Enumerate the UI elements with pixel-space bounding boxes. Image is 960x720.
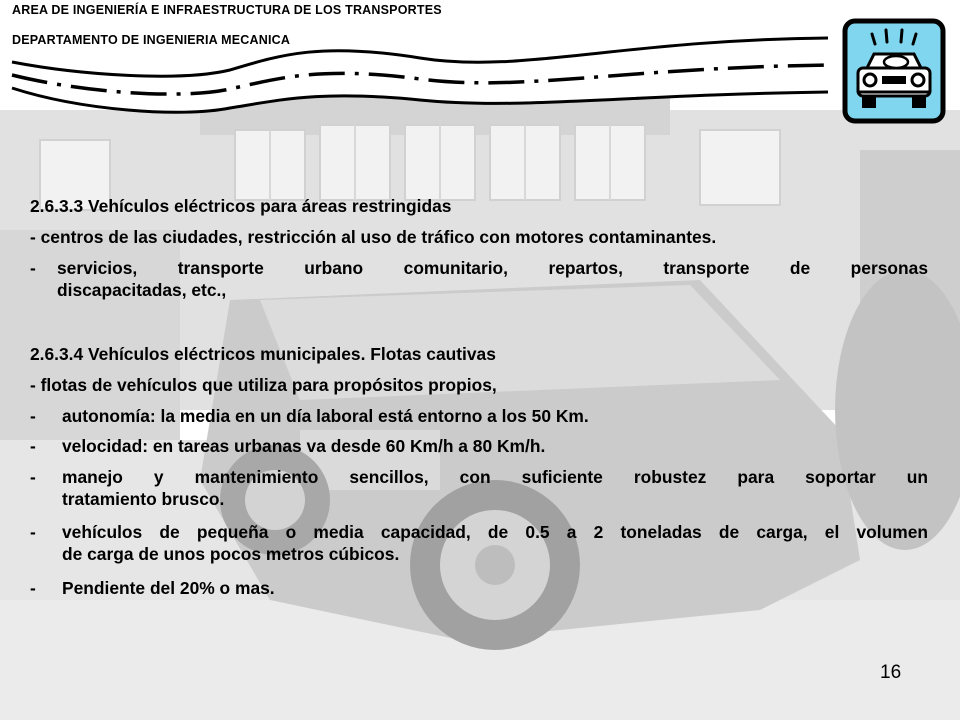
list-item-line: autonomía: la media en un día laboral está entorno a los 50 Km. [62,406,589,426]
list-item-line: manejo y mantenimiento sencillos, con suficiente robustez para soportar un [62,467,928,487]
list-dash: - [30,436,36,456]
list-item-line: de carga de unos pocos metros cúbicos. [62,544,400,564]
list-item-line: discapacitadas, etc., [57,280,227,300]
list-dash: - [30,522,36,542]
page-number: 16 [880,662,902,683]
list-dash: - [30,578,36,598]
section-title-vehiculos-areas-restringidas: 2.6.3.3 Vehículos eléctricos para áreas restringidas [30,196,452,216]
section-title-vehiculos-municipales: 2.6.3.4 Vehículos eléctricos municipales. Flotas cautivas [30,344,496,364]
car-front-icon [842,18,946,124]
list-item-line: servicios, transporte urbano comunitario, repartos, transporte de personas [57,258,928,278]
list-item-line: vehículos de pequeña o media capacidad, de 0.5 a 2 toneladas de carga, el volumen [62,522,928,542]
header-department-title: DEPARTAMENTO DE INGENIERIA MECANICA [12,33,291,47]
list-item: - flotas de vehículos que utiliza para propósitos propios, [30,375,497,395]
list-item: - centros de las ciudades, restricción al uso de tráfico con motores contaminantes. [30,227,717,247]
list-dash: - [30,467,36,487]
list-item-line: velocidad: en tareas urbanas va desde 60 Km/h a 80 Km/h. [62,436,546,456]
header-area-title: AREA DE INGENIERÍA E INFRAESTRUCTURA DE LOS TRANSPORTES [12,3,442,17]
list-item-line: Pendiente del 20% o mas. [62,578,275,598]
list-dash: - [30,258,36,278]
list-item-line: tratamiento brusco. [62,489,225,509]
list-dash: - [30,406,36,426]
